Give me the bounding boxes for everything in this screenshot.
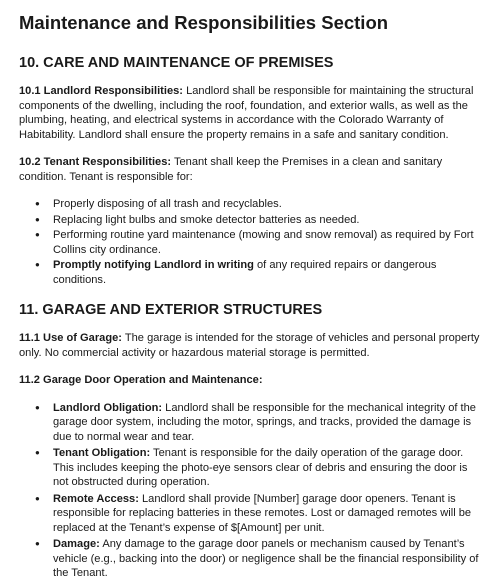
- list-item: [53, 401, 485, 445]
- clause-10-1-lead: 10.1 Landlord Responsibilities:: [19, 85, 183, 97]
- list-item-text: Performing routine yard maintenance (mowing and snow removal) as required by Fort Collins city ordinance.: [53, 229, 474, 256]
- list-item-text: Replacing light bulbs and smoke detector batteries as needed.: [53, 213, 360, 226]
- list-item: [53, 492, 485, 536]
- clause-10-1-text: Landlord shall be responsible for maintaining the structural components of the dwelling, including the roof, foundation, and exterior walls, as well as the plumbing, heating, and electrical systems in accordance with the Colorado Warranty of Habitability. Landlord shall ensure the property remains in a safe and sanitary condition.: [19, 85, 474, 141]
- list-item-lead: Tenant Obligation:: [53, 447, 151, 459]
- clause-11-1: [19, 331, 485, 360]
- list-item-lead: Landlord Obligation:: [53, 401, 163, 414]
- list-item-lead: Promptly notifying Landlord in writing: [53, 259, 254, 271]
- section-10-heading: 10. CARE AND MAINTENANCE OF PREMISES: [19, 55, 334, 71]
- list-item: [53, 228, 485, 257]
- clause-10-1: [19, 84, 485, 142]
- clause-11-2: [19, 373, 485, 388]
- list-item-lead: Remote Access:: [53, 492, 139, 505]
- list-item-text: of any required repairs or dangerous conditions.: [53, 259, 437, 286]
- clause-11-1-text: The garage is intended for the storage of vehicles and personal property only. No commercial activity or hazardous material storage is permitted.: [19, 332, 480, 359]
- list-item: [53, 213, 485, 228]
- document-title: Maintenance and Responsibilities Section: [19, 12, 389, 33]
- list-item-text: Landlord shall provide [Number] garage door openers. Tenant is responsible for replacing batteries in these remotes. Lost or damaged remotes will be replaced at the Tenant’s expense of $[Amount] per unit.: [53, 492, 472, 534]
- clause-10-2-lead: 10.2 Tenant Responsibilities:: [19, 156, 172, 168]
- list-item: [53, 258, 485, 287]
- clause-11-1-lead: 11.1 Use of Garage:: [19, 332, 122, 344]
- section-11-heading: 11. GARAGE AND EXTERIOR STRUCTURES: [19, 302, 323, 318]
- garage-door-list: [19, 401, 485, 581]
- list-item-text: Landlord shall be responsible for the mechanical integrity of the garage door system, including the motor, springs, and tracks, provided the damage is due to normal wear and tear.: [53, 401, 476, 443]
- list-item: [53, 537, 485, 581]
- clause-10-2-text: Tenant shall keep the Premises in a clean and sanitary condition. Tenant is responsible for:: [19, 156, 443, 183]
- tenant-responsibilities-list: [19, 197, 485, 287]
- clause-11-2-lead: 11.2 Garage Door Operation and Maintenance:: [19, 374, 263, 386]
- list-item: [53, 197, 485, 212]
- list-item-text: Any damage to the garage door panels or mechanism caused by Tenant’s vehicle (e.g., backing into the door) or negligence shall be the financial responsibility of the Tenant.: [53, 538, 479, 579]
- section-10: [19, 54, 485, 287]
- list-item: [53, 446, 485, 490]
- list-item-text: Properly disposing of all trash and recyclables.: [53, 198, 282, 210]
- clause-10-2: [19, 155, 485, 184]
- list-item-lead: Damage:: [53, 538, 100, 550]
- section-11: [19, 301, 485, 581]
- list-item-text: Tenant is responsible for the daily operation of the garage door. This includes keeping the photo-eye sensors clear of debris and ensuring the door is not obstructed during operation.: [53, 447, 468, 488]
